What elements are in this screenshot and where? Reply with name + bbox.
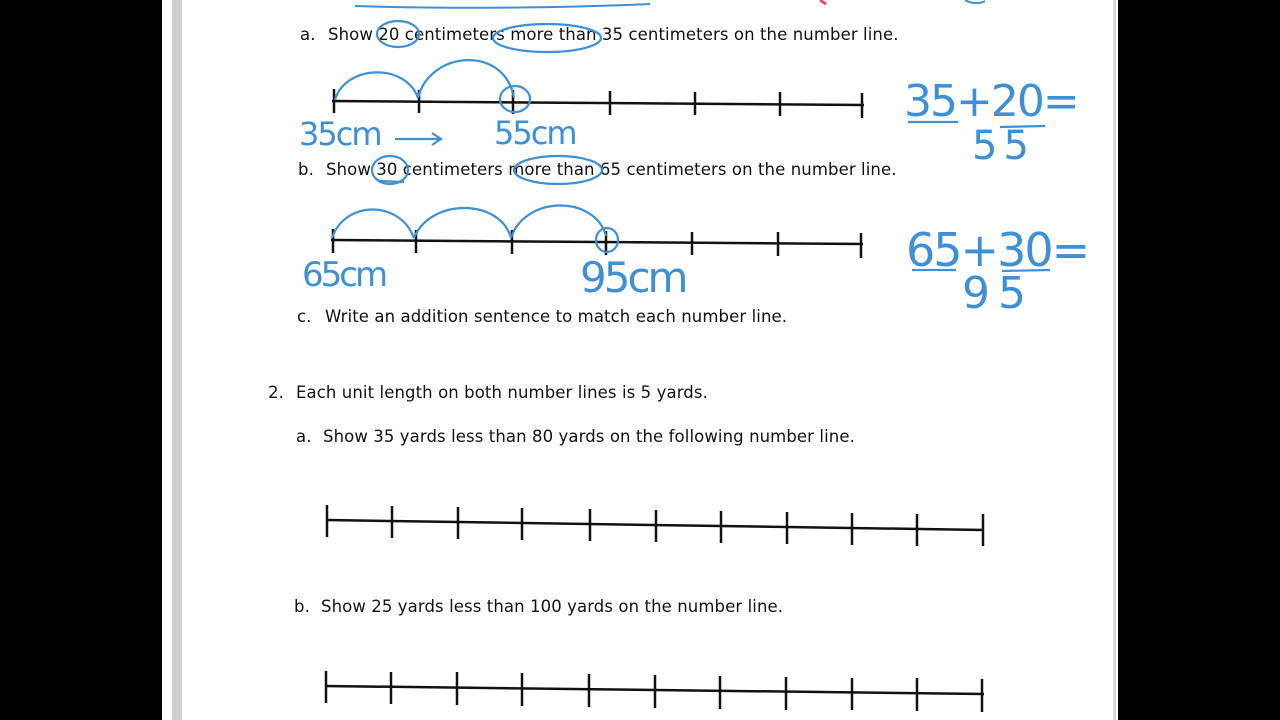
number-line-2b <box>325 671 984 712</box>
problem-2b-text: Show 25 yards less than 100 yards on the number line. <box>321 597 784 616</box>
ink-label-95cm: 95cm <box>580 253 686 302</box>
ink-top-stroke <box>355 4 650 8</box>
number-line-2a <box>326 505 984 546</box>
ink-label-55cm: 55cm <box>494 114 576 152</box>
ink-top-blue-mark <box>965 0 985 3</box>
problem-2b-label: b. <box>294 597 310 616</box>
problem-1c-text: Write an addition sentence to match each number line. <box>325 307 788 326</box>
problem-2-number: 2. <box>268 383 284 402</box>
problem-1a-label: a. <box>300 25 316 44</box>
problem-2a-label: a. <box>296 427 312 446</box>
ink-equation-b: 65+30= <box>906 223 1089 277</box>
problem-1b-label: b. <box>298 160 314 179</box>
problem-1a-text: Show 20 centimeters more than 35 centimeters on the number line. <box>328 25 899 44</box>
problem-1b-text: Show 30 centimeters more than 65 centimeters on the number line. <box>326 160 897 179</box>
ink-equation-a-answer: 55 <box>972 123 1035 169</box>
ink-jumps-1b <box>332 156 618 252</box>
problem-2-intro: Each unit length on both number lines is 5 yards. <box>296 383 708 402</box>
ink-label-65cm: 65cm <box>302 255 386 295</box>
ink-label-35cm: 35cm <box>299 115 381 153</box>
ink-equation-a: 35+20= <box>904 76 1078 127</box>
problem-2a-text: Show 35 yards less than 80 yards on the following number line. <box>323 427 855 446</box>
number-line-1a <box>332 89 864 118</box>
ink-equation-b-answer: 95 <box>962 268 1034 319</box>
ink-top-red-mark <box>820 0 826 4</box>
problem-1c-label: c. <box>297 307 312 326</box>
